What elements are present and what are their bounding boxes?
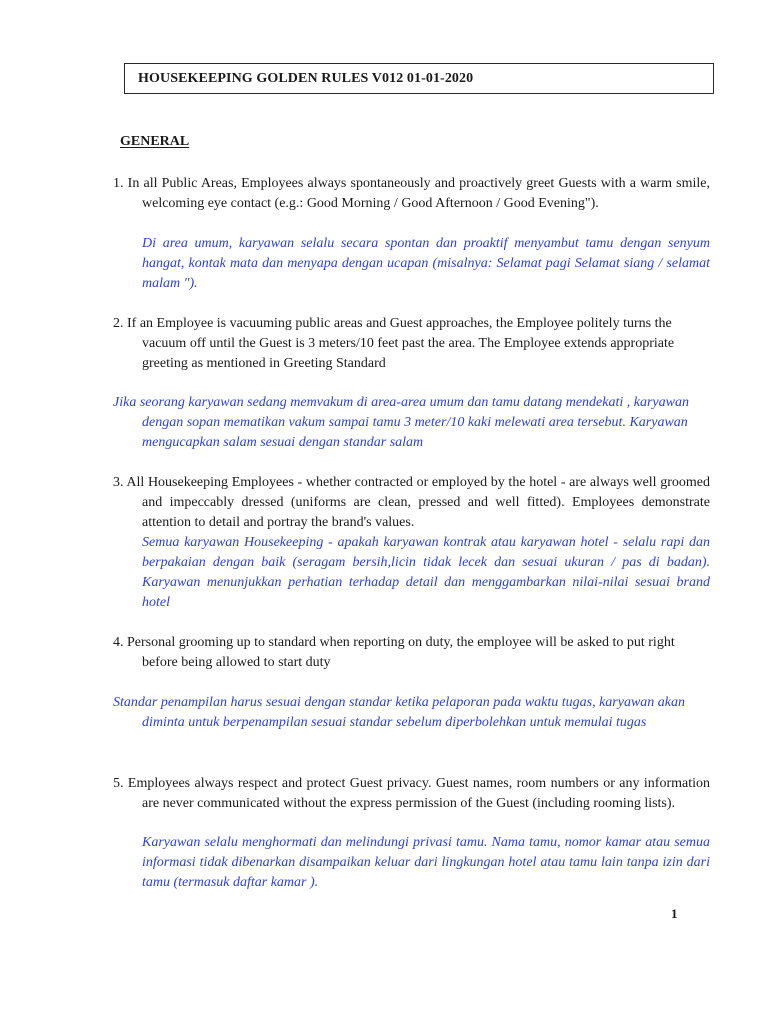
rule-4-english: [113, 633, 710, 673]
rule-2-indonesian: Jika seorang karyawan sedang memvakum di area-area umum dan tamu datang mendekati , karyawan dengan sopan mematikan vakum sampai tamu 3 meter/10 kaki melewati area tersebut. Karyawan mengucapkan salam sesuai dengan standar salam: [113, 395, 689, 450]
rule-1-number: 1.: [113, 176, 124, 191]
rule-5-indonesian: Karyawan selalu menghormati dan melindungi privasi tamu. Nama tamu, nomor kamar atau semua informasi tidak dibenarkan disampaikan keluar dari lingkungan hotel atau tamu lain tanpa izin dari tamu (termasuk daftar kamar ).: [142, 835, 710, 890]
section-heading: GENERAL: [120, 134, 190, 149]
rule-2-english-text: If an Employee is vacuuming public areas and Guest approaches, the Employee politely turns the vacuum off until the Guest is 3 meters/10 feet past the area. The Employee extends appropriate greeting as mentioned in Greeting Standard: [127, 316, 675, 371]
rule-1-english: [113, 174, 710, 214]
rule-2-english: [113, 314, 710, 374]
rule-3-english-text: All Housekeeping Employees - whether contracted or employed by the hotel - are always well groomed and impeccably dressed (uniforms are clean, pressed and well fitted). Employees demonstrate attention to detail and portray the brand's values.: [126, 475, 710, 530]
rule-5-english: [113, 774, 710, 814]
page-number: 1: [671, 906, 678, 921]
rule-1-indonesian: Di area umum, karyawan selalu secara spontan dan proaktif menyambut tamu dengan senyum hangat, kontak mata dan menyapa dengan ucapan (misalnya: Selamat pagi Selamat siang / selamat malam ").: [142, 236, 710, 291]
rule-5-english-text: Employees always respect and protect Guest privacy. Guest names, room numbers or any information are never communicated without the express permission of the Guest (including rooming lists).: [127, 776, 710, 811]
rule-4-english-text: Personal grooming up to standard when reporting on duty, the employee will be asked to put right before being allowed to start duty: [127, 635, 675, 670]
rule-4-indonesian: Standar penampilan harus sesuai dengan standar ketika pelaporan pada waktu tugas, karyawan akan diminta untuk berpenampilan sesuai standar sebelum diperbolehkan untuk memulai tugas: [113, 695, 686, 730]
rule-3-english: [113, 473, 710, 533]
rule-3-number: 3.: [113, 475, 124, 490]
rule-2-number: 2.: [113, 316, 124, 331]
rule-1-english-text: In all Public Areas, Employees always spontaneously and proactively greet Guests with a warm smile, welcoming eye contact (e.g.: Good Morning / Good Afternoon / Good Evening").: [127, 176, 711, 211]
rule-4-number: 4.: [113, 635, 124, 650]
rule-5-number: 5.: [113, 776, 124, 791]
document-title: HOUSEKEEPING GOLDEN RULES V012 01-01-2020: [124, 63, 714, 94]
rule-3-indonesian: Semua karyawan Housekeeping - apakah karyawan kontrak atau karyawan hotel - selalu rapi dan berpakaian dengan baik (seragam bersih,licin tidak lecek dan sesuai ukuran / pas di badan). Karyawan menunjukkan perhatian terhadap detail dan menggambarkan nilai-nilai sesuai brand hotel: [142, 535, 710, 610]
